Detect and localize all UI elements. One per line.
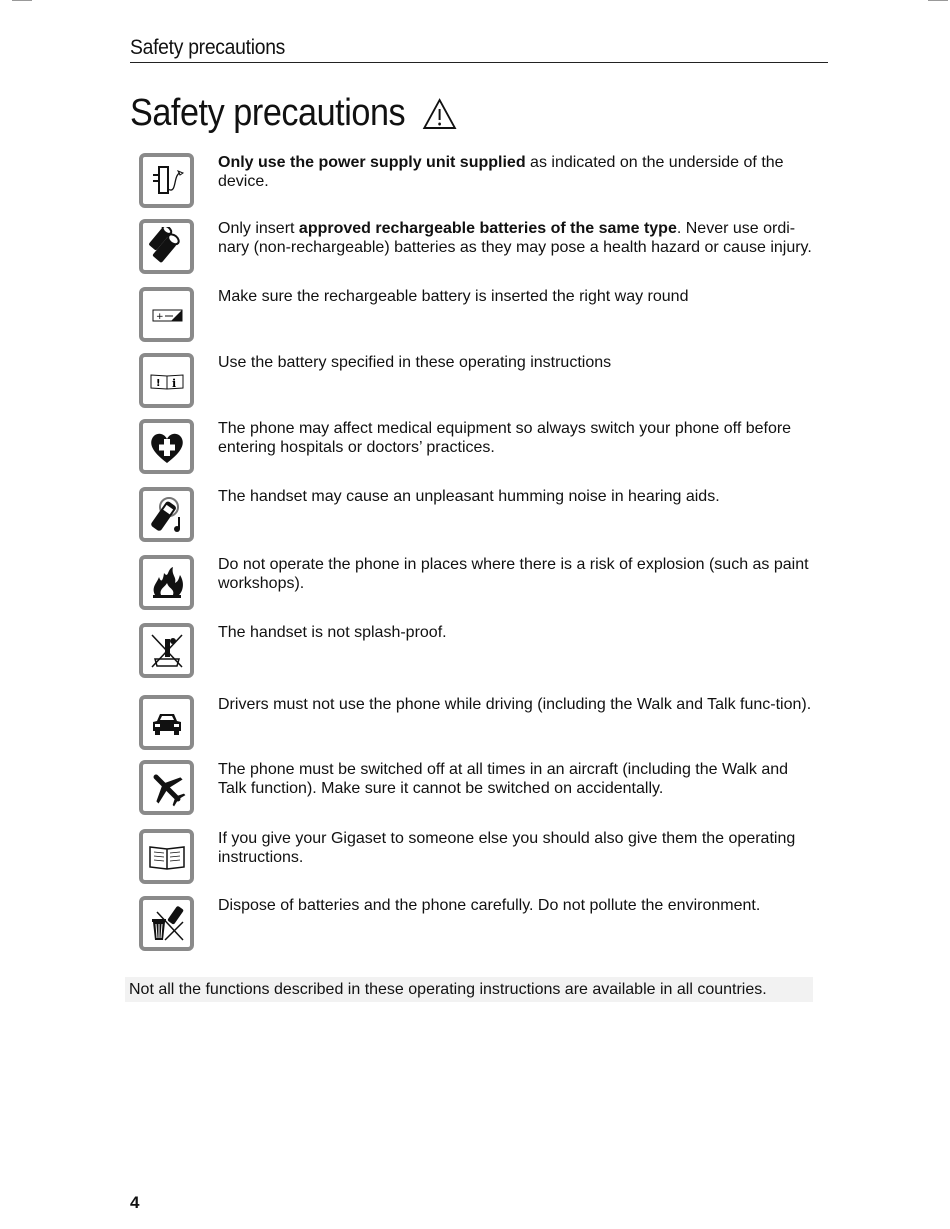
safety-text: If you give your Gigaset to someone else you should also give them the operating instructions.	[218, 830, 796, 866]
book-icon	[139, 829, 194, 884]
safety-text: Only use the power supply unit supplied as indicated on the underside of the device.	[218, 154, 784, 190]
safety-text: The handset is not splash-proof.	[218, 624, 447, 641]
safety-text: Dispose of batteries and the phone carefully. Do not pollute the environment.	[218, 897, 761, 914]
safety-text: The handset may cause an unpleasant humming noise in hearing aids.	[218, 488, 720, 505]
explosion-fire-icon	[139, 555, 194, 610]
page-title-text: Safety precautions	[130, 92, 406, 134]
page-title	[130, 92, 457, 135]
safety-text: Drivers must not use the phone while driving (including the Walk and Talk func-tion).	[218, 696, 812, 713]
crop-mark	[12, 0, 32, 1]
svg-text:+: +	[155, 311, 164, 322]
running-header: Safety precautions	[130, 36, 286, 59]
battery-polarity-icon	[139, 287, 194, 342]
disposal-icon	[139, 896, 194, 951]
power-supply-icon	[139, 153, 194, 208]
safety-text: Do not operate the phone in places where there is a risk of explosion (such as paint workshops).	[218, 556, 809, 592]
hearing-aid-icon	[139, 487, 194, 542]
svg-text:!: !	[155, 377, 161, 389]
availability-note: Not all the functions described in these operating instructions are available in all countries.	[125, 977, 813, 1002]
batteries-icon	[139, 219, 194, 274]
manual-info-icon	[139, 353, 194, 408]
crop-mark	[928, 0, 948, 1]
airplane-icon	[139, 760, 194, 815]
safety-text: Only insert approved rechargeable batteries of the same type. Never use ordi-nary (non-rechargeable) batteries as they may pose a health hazard or cause injury.	[218, 220, 812, 256]
medical-heart-icon	[139, 419, 194, 474]
warning-icon	[421, 97, 457, 131]
no-splash-icon	[139, 623, 194, 678]
safety-text: Use the battery specified in these operating instructions	[218, 354, 612, 371]
safety-text: The phone must be switched off at all times in an aircraft (including the Walk and Talk function). Make sure it cannot be switched on accidentally.	[218, 761, 789, 797]
svg-text:i: i	[171, 376, 176, 390]
header-rule	[130, 62, 828, 63]
page-number: 4	[130, 1193, 140, 1212]
car-icon	[139, 695, 194, 750]
safety-text: Make sure the rechargeable battery is inserted the right way round	[218, 288, 689, 305]
safety-text: The phone may affect medical equipment so always switch your phone off before entering hospitals or doctors’ practices.	[218, 420, 792, 456]
